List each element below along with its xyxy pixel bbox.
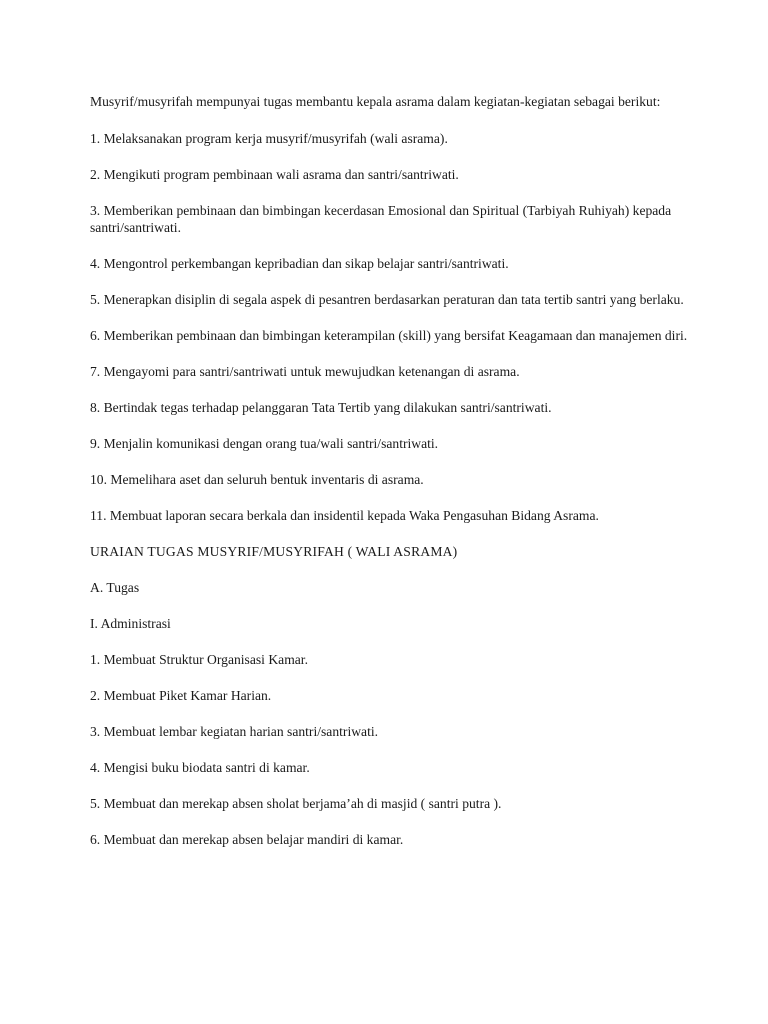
duty-item-2: 2. Mengikuti program pembinaan wali asrama dan santri/santriwati. — [90, 167, 459, 182]
duty-item-3: 3. Memberikan pembinaan dan bimbingan kecerdasan Emosional dan Spiritual (Tarbiyah Ruhiyah) kepada santri/santriwati. — [90, 203, 672, 235]
admin-item-5: 5. Membuat dan merekap absen sholat berjama’ah di masjid ( santri putra ). — [90, 796, 502, 811]
duty-item-8: 8. Bertindak tegas terhadap pelanggaran Tata Tertib yang dilakukan santri/santriwati. — [90, 400, 552, 415]
admin-item-4: 4. Mengisi buku biodata santri di kamar. — [90, 760, 310, 775]
duty-item-5: 5. Menerapkan disiplin di segala aspek di pesantren berdasarkan peraturan dan tata tertib santri yang berlaku. — [90, 292, 684, 307]
section-title: URAIAN TUGAS MUSYRIF/MUSYRIFAH ( WALI ASRAMA) — [90, 544, 458, 559]
duty-item-10: 10. Memelihara aset dan seluruh bentuk inventaris di asrama. — [90, 472, 424, 487]
admin-item-3: 3. Membuat lembar kegiatan harian santri/santriwati. — [90, 724, 379, 739]
duty-item-1: 1. Melaksanakan program kerja musyrif/musyrifah (wali asrama). — [90, 131, 448, 146]
admin-item-2: 2. Membuat Piket Kamar Harian. — [90, 688, 272, 703]
duty-item-7: 7. Mengayomi para santri/santriwati untuk mewujudkan ketenangan di asrama. — [90, 364, 520, 379]
document-body — [90, 93, 690, 867]
duty-item-6: 6. Memberikan pembinaan dan bimbingan keterampilan (skill) yang bersifat Keagamaan dan manajemen diri. — [90, 328, 688, 343]
intro-paragraph: Musyrif/musyrifah mempunyai tugas membantu kepala asrama dalam kegiatan-kegiatan sebagai berikut: — [90, 94, 661, 109]
duty-item-4: 4. Mengontrol perkembangan kepribadian dan sikap belajar santri/santriwati. — [90, 256, 509, 271]
admin-item-6: 6. Membuat dan merekap absen belajar mandiri di kamar. — [90, 832, 404, 847]
duty-item-11: 11. Membuat laporan secara berkala dan insidentil kepada Waka Pengasuhan Bidang Asrama. — [90, 508, 599, 523]
subsection-heading-a: A. Tugas — [90, 580, 140, 595]
admin-item-1: 1. Membuat Struktur Organisasi Kamar. — [90, 652, 308, 667]
duty-item-9: 9. Menjalin komunikasi dengan orang tua/wali santri/santriwati. — [90, 436, 439, 451]
subsection-heading-i: I. Administrasi — [90, 616, 171, 631]
